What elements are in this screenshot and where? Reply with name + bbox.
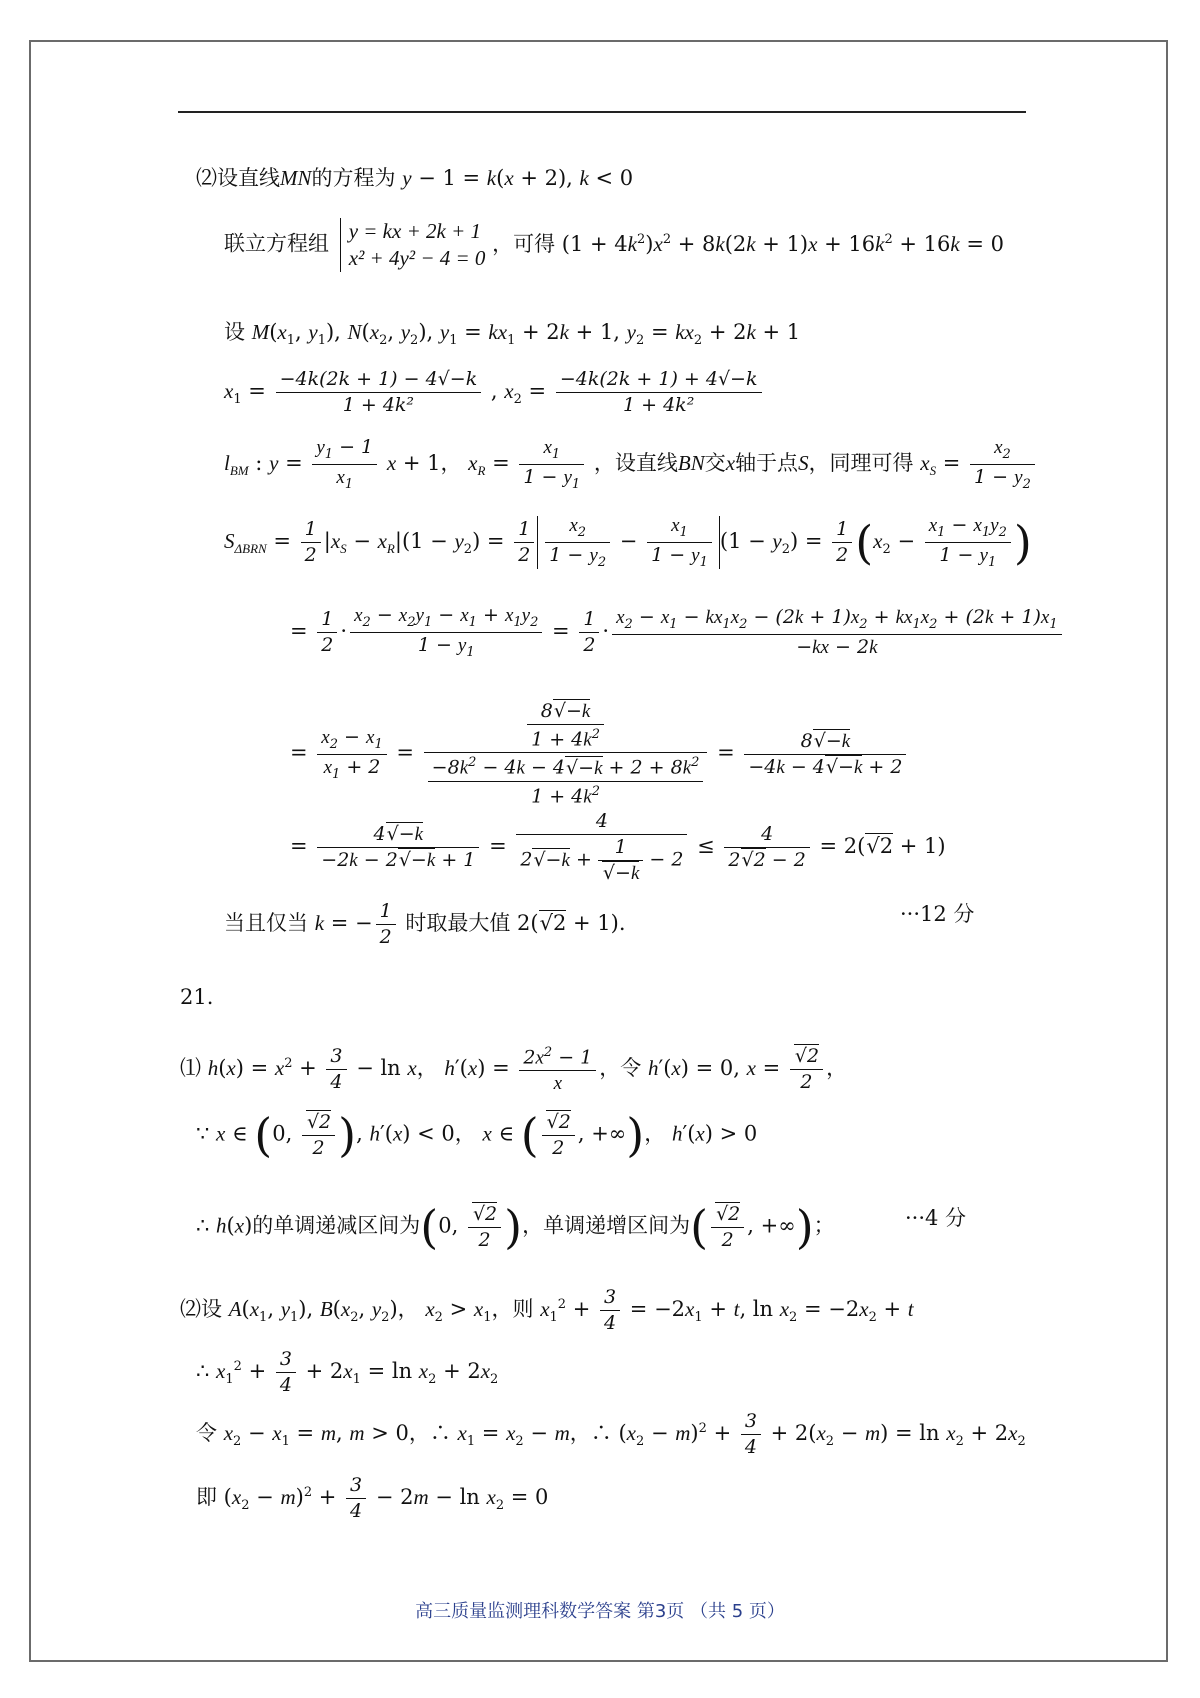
q21-since-line: ∵ x ∈ (0, $\frac{√2}{2}$ ), h′(x) < 0， x ∈ ( $\frac{√2}{2}$ , +∞)， h′(x) > 0	[196, 1108, 758, 1162]
area-line-3: = $\frac{x_2 - x_1}{x_1 + 2}$ = $\frac{\frac{8√-k}{1 + 4k^2}}{\frac{-8k^2 - 4k - 4√-k + 2 + 8k^2}{1 + 4k^2}}$ = $\frac{8√-k}{-4k - 4√-k + 2}$	[290, 702, 909, 806]
question-21-number: 21.	[180, 985, 214, 1009]
x1-fraction: $\frac{-4k(2k + 1) - 4√-k}{\text{1 + 4k²}}$	[276, 370, 482, 415]
q21-mono-line: ∴ h(x)的单调递减区间为(0, $\frac{√2}{2}$ )，单调递增区间为( $\frac{√2}{2}$ , +∞)；	[196, 1200, 835, 1254]
equation-system: y = kx + 2k + 1 x² + 4y² − 4 = 0	[340, 218, 486, 272]
area-line-4: = $\frac{4√-k}{-2k - 2√-k + 1}$ = 4 2√−k + $\frac{1}{√-k}$ − 2 ≤ $\frac{4}{2√2 - 2}$ = 2(√2 + 1)	[290, 810, 946, 884]
area-line-1: $S_{\Delta BRN}$ = $\frac{1}{2}$ $|x_S - x_R|(1 - y_2)$ = $\frac{1}{2}$ $\frac{x_2}{1 - y_2}$ − $\frac{x_1}{1 - y_1}$ $(1 - y_2)$ = $\frac{1}{2}$ ($x_2$ − $\frac{x_1 - x_1y_2}{1 - y_1}$ )	[224, 514, 1032, 570]
set-mn-line: 设 $M(x_1$, $y_1$), $N(x_2$, $y_2$), $y_1 = kx_1 + 2k + 1$, $y_2 = kx_2 + 2k + 1$	[224, 320, 801, 349]
q21-part2-b: ∴ $x_1^2$ + $\frac{3}{4}$ + $2x_1 = \ln x_2 + 2x_2$	[196, 1348, 499, 1396]
q21-part1-line: ⑴ $h(x) = x^2$ + $\frac{3}{4}$ − ln x， h′(x) = $\frac{2x^2 - 1}{x}$ ，令 h′(x) = 0, x = $\frac{√2}{2}$ ，	[180, 1045, 848, 1095]
page-footer: 高三质量监测理科数学答案 第3页 （共 5 页）	[415, 1601, 785, 1622]
conclusion-12: 当且仅当 k = − $\frac{1}{2}$ 时取最大值 2(√2 + 1).	[224, 900, 626, 948]
system-line: 联立方程组 y = kx + 2k + 1 x² + 4y² − 4 = 0 ，可得 $(1 + 4k^2)x^2 + 8k(2k + 1)x + 16k^2 + 16k = 0$	[224, 219, 1005, 270]
header-rule	[178, 111, 1026, 113]
x1-x2-line: $x_1$ = $\frac{-4k(2k + 1) - 4√-k}{\text{1 + 4k²}}$ , $x_2$ = $\frac{-4k(2k + 1) + 4√-k}{\text{1 + 4k²}}$	[224, 370, 765, 415]
lbm-line: $l_{BM}$ : y = $\frac{y_1 - 1}{x_1}$ x + 1， $x_R$ = $\frac{x_1}{1 - y_1}$ ，设直线BN交x轴于点S，同理可得 $x_S$ = $\frac{x_2}{1 - y_2}$	[224, 438, 1038, 491]
area-line-2: = $\frac{1}{2}$ · $\frac{x_2 - x_2y_1 - x_1 + x_1y_2}{1 - y_1}$ = $\frac{1}{2}$ · $\frac{x_2 - x_1 - kx_1x_2 - (2k + 1)x_2 + kx_1x_2 + (2k + 1)x_1}{-kx - 2k}$	[290, 606, 1065, 659]
part2-intro: ⑵设直线MN的方程为 y − 1 = k(x + 2), k < 0	[196, 166, 634, 190]
x2-fraction: $\frac{-4k(2k + 1) + 4√-k}{\text{1 + 4k²}}$	[556, 370, 762, 415]
score-4: ···4 分	[905, 1206, 967, 1230]
q21-part2-d: 即 $(x_2 - m)^2$ + $\frac{3}{4}$ − $2m - \ln x_2 = 0$	[196, 1474, 549, 1522]
q21-part2-a: ⑵设 $A(x_1$, $y_1$), $B(x_2$, $y_2$)， $x_2 > x_1$，则 $x_1^2$ + $\frac{3}{4}$ = $-2x_1 + t$, $\ln x_2 = -2x_2 + t$	[180, 1286, 914, 1334]
score-12: ···12 分	[900, 902, 975, 926]
q21-part2-c: 令 $x_2 - x_1 = m$, m > 0，∴ $x_1 = x_2 - m$，∴ $(x_2 - m)^2$ + $\frac{3}{4}$ + $2(x_2 - m) = \ln x_2 + 2x_2$	[196, 1410, 1026, 1458]
